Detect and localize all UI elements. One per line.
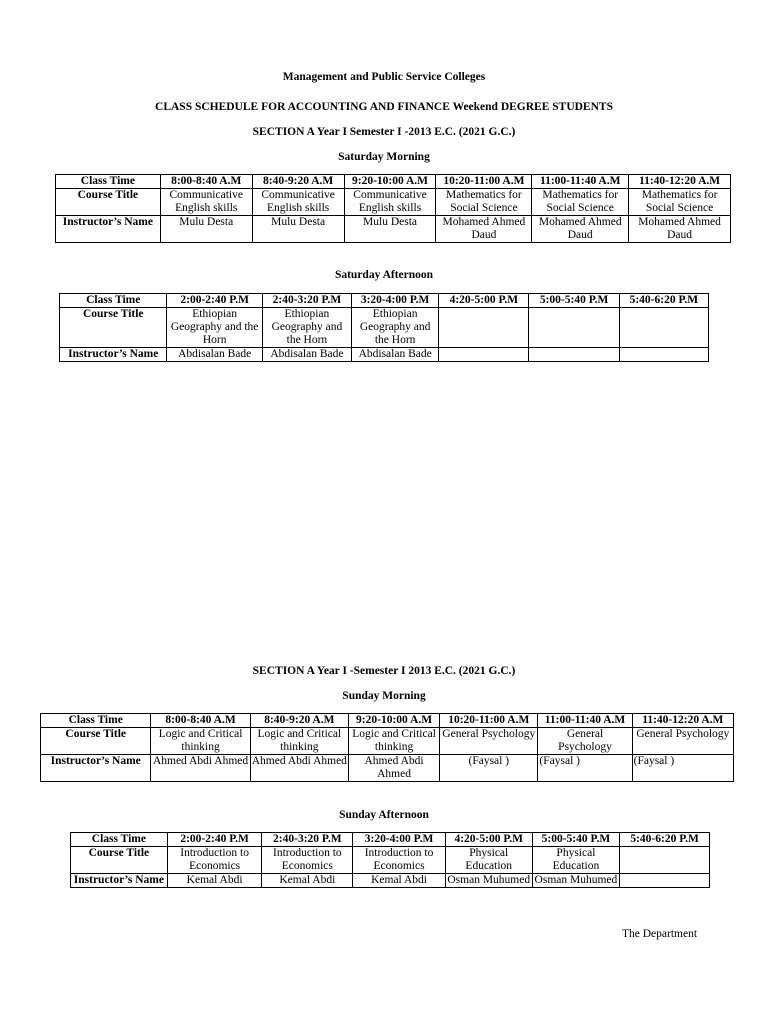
instructor-cell: Mulu Desta xyxy=(160,216,252,243)
instructor-cell: Ahmed Abdi Ahmed xyxy=(250,755,348,782)
department-signature: The Department xyxy=(622,928,698,940)
sunday-morning-table xyxy=(40,713,734,782)
table-row xyxy=(41,714,734,728)
time-cell: 5:00-5:40 P.M xyxy=(529,294,619,308)
course-cell: Mathematics for Social Science xyxy=(532,189,629,216)
table-row xyxy=(71,874,710,888)
row-label-course-title: Course Title xyxy=(41,728,151,755)
instructor-cell xyxy=(439,348,529,362)
time-cell: 5:40-6:20 P.M xyxy=(620,833,710,847)
time-cell: 11:40-12:20 A.M xyxy=(629,175,731,189)
instructor-cell: Mohamed Ahmed Daud xyxy=(629,216,731,243)
course-cell: Introduction to Economics xyxy=(167,847,262,874)
table-row xyxy=(60,348,709,362)
table-row xyxy=(60,308,709,348)
row-label-class-time: Class Time xyxy=(56,175,161,189)
time-cell: 9:20-10:00 A.M xyxy=(348,714,439,728)
course-cell: Logic and Critical thinking xyxy=(348,728,439,755)
instructor-cell: (Faysal ) xyxy=(632,755,733,782)
time-cell: 2:40-3:20 P.M xyxy=(262,294,351,308)
time-cell: 8:40-9:20 A.M xyxy=(250,714,348,728)
time-cell: 10:20-11:00 A.M xyxy=(440,714,538,728)
course-cell: Ethiopian Geography and the Horn xyxy=(167,308,262,348)
instructor-cell: (Faysal ) xyxy=(538,755,632,782)
course-cell: Logic and Critical thinking xyxy=(151,728,250,755)
time-cell: 3:20-4:00 P.M xyxy=(352,294,439,308)
row-label-course-title: Course Title xyxy=(56,189,161,216)
time-cell: 10:20-11:00 A.M xyxy=(436,175,532,189)
schedule-title: CLASS SCHEDULE FOR ACCOUNTING AND FINANCE Weekend DEGREE STUDENTS xyxy=(155,101,613,113)
course-cell: General Psychology xyxy=(440,728,538,755)
instructor-cell: Mulu Desta xyxy=(344,216,436,243)
instructor-cell: (Faysal ) xyxy=(440,755,538,782)
course-cell: Introduction to Economics xyxy=(353,847,446,874)
instructor-cell: Osman Muhumed xyxy=(532,874,620,888)
course-cell: Communicative English skills xyxy=(344,189,436,216)
time-cell: 8:00-8:40 A.M xyxy=(151,714,250,728)
instructor-cell: Kemal Abdi xyxy=(167,874,262,888)
course-cell xyxy=(529,308,619,348)
time-cell: 2:00-2:40 P.M xyxy=(167,294,262,308)
time-cell: 11:00-11:40 A.M xyxy=(538,714,632,728)
course-cell xyxy=(439,308,529,348)
instructor-cell: Mohamed Ahmed Daud xyxy=(532,216,629,243)
course-cell: Communicative English skills xyxy=(252,189,344,216)
time-cell: 11:00-11:40 A.M xyxy=(532,175,629,189)
course-cell: Communicative English skills xyxy=(160,189,252,216)
course-cell xyxy=(620,847,710,874)
table-row xyxy=(56,175,731,189)
time-cell: 4:20-5:00 P.M xyxy=(439,294,529,308)
section-heading-1: SECTION A Year I Semester I -2013 E.C. (2021 G.C.) xyxy=(252,126,516,138)
instructor-cell: Kemal Abdi xyxy=(262,874,353,888)
table-row xyxy=(41,755,734,782)
row-label-course-title: Course Title xyxy=(60,308,167,348)
table-row xyxy=(56,189,731,216)
course-cell: Physical Education xyxy=(445,847,532,874)
course-cell: Ethiopian Geography and the Horn xyxy=(262,308,351,348)
college-name: Management and Public Service Colleges xyxy=(282,71,486,83)
instructor-cell: Ahmed Abdi Ahmed xyxy=(348,755,439,782)
instructor-cell: Kemal Abdi xyxy=(353,874,446,888)
time-cell: 2:00-2:40 P.M xyxy=(167,833,262,847)
course-cell: Logic and Critical thinking xyxy=(250,728,348,755)
saturday-morning-table xyxy=(55,174,731,243)
sunday-afternoon-heading: Sunday Afternoon xyxy=(339,809,429,821)
time-cell: 8:00-8:40 A.M xyxy=(160,175,252,189)
course-cell: General Psychology xyxy=(632,728,733,755)
saturday-morning-heading: Saturday Morning xyxy=(338,151,430,163)
time-cell: 5:00-5:40 P.M xyxy=(532,833,620,847)
instructor-cell: Abdisalan Bade xyxy=(262,348,351,362)
row-label-class-time: Class Time xyxy=(60,294,167,308)
table-row xyxy=(71,833,710,847)
row-label-instructor: Instructor’s Name xyxy=(56,216,161,243)
time-cell: 2:40-3:20 P.M xyxy=(262,833,353,847)
table-row xyxy=(56,216,731,243)
sunday-afternoon-table xyxy=(70,832,710,888)
time-cell: 9:20-10:00 A.M xyxy=(344,175,436,189)
sunday-morning-heading: Sunday Morning xyxy=(342,690,426,702)
row-label-course-title: Course Title xyxy=(71,847,168,874)
instructor-cell xyxy=(619,348,708,362)
time-cell: 4:20-5:00 P.M xyxy=(445,833,532,847)
saturday-afternoon-heading: Saturday Afternoon xyxy=(334,269,434,281)
section-heading-2: SECTION A Year I -Semester I 2013 E.C. (2021 G.C.) xyxy=(252,665,516,677)
course-cell: General Psychology xyxy=(538,728,632,755)
time-cell: 8:40-9:20 A.M xyxy=(252,175,344,189)
instructor-cell: Mohamed Ahmed Daud xyxy=(436,216,532,243)
instructor-cell xyxy=(620,874,710,888)
instructor-cell xyxy=(529,348,619,362)
row-label-instructor: Instructor’s Name xyxy=(71,874,168,888)
instructor-cell: Mulu Desta xyxy=(252,216,344,243)
course-cell: Mathematics for Social Science xyxy=(629,189,731,216)
time-cell: 5:40-6:20 P.M xyxy=(619,294,708,308)
instructor-cell: Osman Muhumed xyxy=(447,874,531,886)
row-label-instructor: Instructor’s Name xyxy=(41,755,151,782)
instructor-cell: Abdisalan Bade xyxy=(352,348,439,362)
table-row xyxy=(41,728,734,755)
course-cell xyxy=(619,308,708,348)
course-cell: Ethiopian Geography and the Horn xyxy=(352,308,439,348)
course-cell: Mathematics for Social Science xyxy=(436,189,532,216)
instructor-cell: Abdisalan Bade xyxy=(167,348,262,362)
row-label-class-time: Class Time xyxy=(71,833,168,847)
course-cell: Physical Education xyxy=(532,847,620,874)
instructor-cell: Ahmed Abdi Ahmed xyxy=(151,755,250,782)
course-cell: Introduction to Economics xyxy=(262,847,353,874)
time-cell: 11:40-12:20 A.M xyxy=(632,714,733,728)
row-label-instructor: Instructor’s Name xyxy=(60,348,167,362)
row-label-class-time: Class Time xyxy=(41,714,151,728)
table-row xyxy=(71,847,710,874)
saturday-afternoon-table xyxy=(59,293,709,362)
table-row xyxy=(60,294,709,308)
time-cell: 3:20-4:00 P.M xyxy=(353,833,446,847)
